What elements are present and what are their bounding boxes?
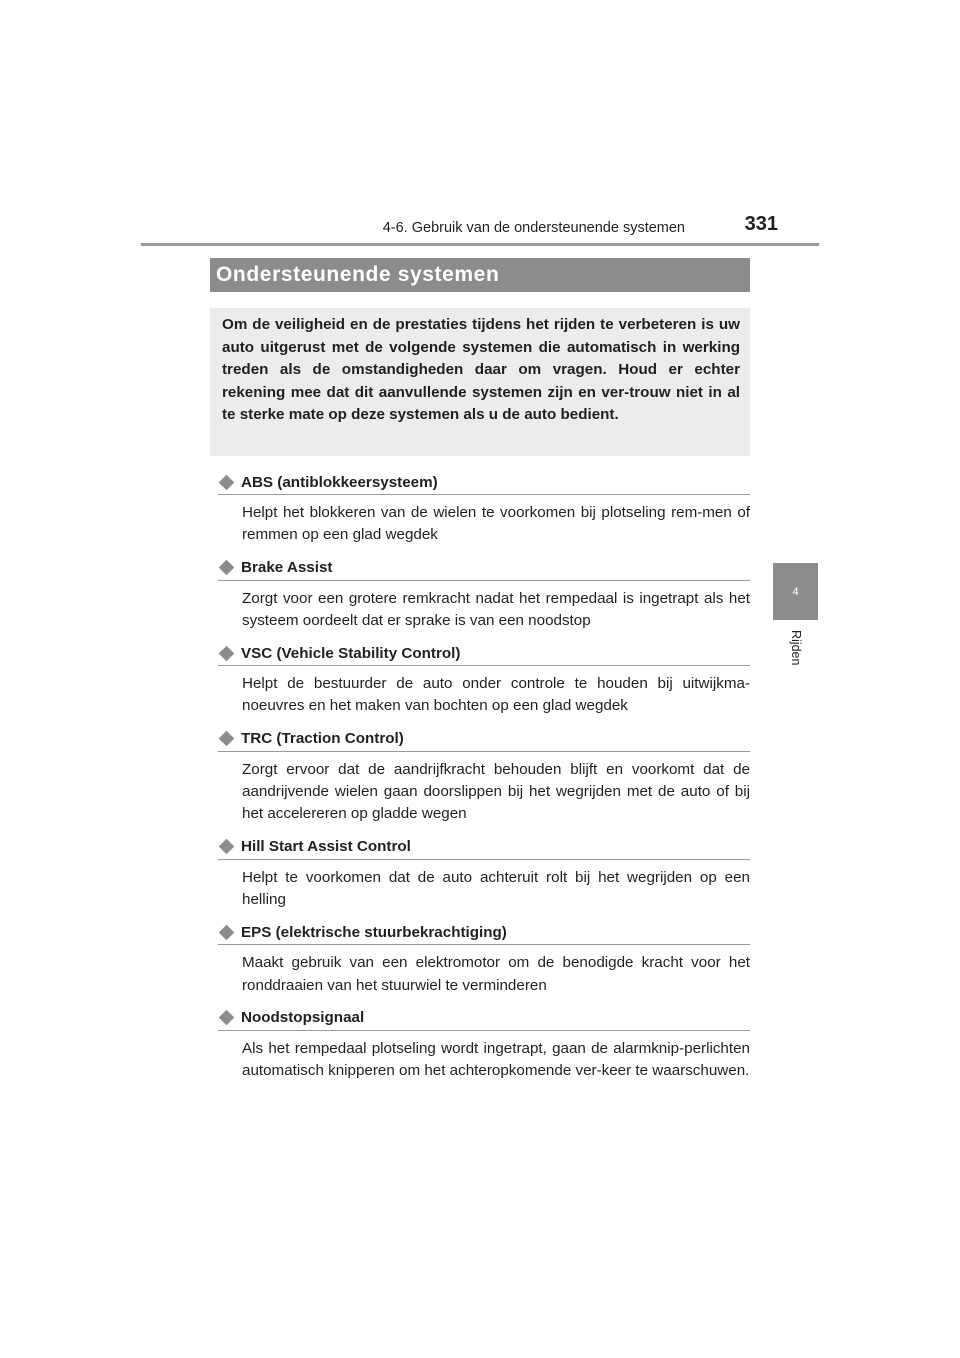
- feature-description: Helpt de bestuurder de auto onder controle te houden bij uitwijkma-noeuvres en het maken van bochten op een glad wegdek: [242, 675, 750, 715]
- chapter-header-title: 4-6. Gebruik van de ondersteunende systemen: [382, 220, 685, 236]
- feature-heading: [218, 835, 750, 860]
- feature-heading: [218, 641, 750, 666]
- feature-title: ABS (antiblokkeersysteem): [241, 473, 438, 491]
- diamond-bullet-icon: [219, 731, 235, 747]
- feature-title: Noodstopsignaal: [241, 1009, 365, 1027]
- feature-title: VSC (Vehicle Stability Control): [241, 644, 461, 662]
- chapter-tab-number: 4: [792, 585, 799, 598]
- feature-title: Brake Assist: [241, 559, 333, 577]
- feature-heading: [218, 1006, 750, 1031]
- intro-box: [210, 308, 750, 456]
- feature-item: [218, 920, 750, 997]
- feature-list: [218, 470, 750, 1091]
- chapter-tab-label: Rijden: [789, 630, 803, 666]
- diamond-bullet-icon: [219, 839, 235, 855]
- feature-title: Hill Start Assist Control: [241, 838, 411, 856]
- feature-description: Zorgt voor een grotere remkracht nadat het rempedaal is ingetrapt als het systeem oordeelt dat er sprake is van een noodstop: [242, 589, 750, 629]
- feature-heading: [218, 920, 750, 945]
- feature-item: [218, 835, 750, 912]
- feature-item: [218, 727, 750, 826]
- intro-text: Om de veiligheid en de prestaties tijdens het rijden te verbeteren is uw auto uitgerust met de volgende systemen die automatisch in werking treden als de omstandigheden daar om vragen. Houd er echter rekening mee dat dit aanvullende systemen zijn en ver-trouw niet in al te sterke mate op deze systemen als u de auto bedient.: [222, 316, 740, 423]
- feature-item: [218, 641, 750, 718]
- section-title: Ondersteunende systemen: [210, 258, 750, 292]
- feature-description: Maakt gebruik van een elektromotor om de benodigde kracht voor het ronddraaien van het stuurwiel te verminderen: [242, 954, 750, 994]
- feature-description: Helpt het blokkeren van de wielen te voorkomen bij plotseling rem-men of remmen op een glad wegdek: [242, 504, 750, 544]
- diamond-bullet-icon: [219, 474, 235, 490]
- feature-title: TRC (Traction Control): [241, 730, 404, 748]
- feature-description: Zorgt ervoor dat de aandrijfkracht behouden blijft en voorkomt dat de aandrijvende wielen gaan doorslippen bij het wegrijden met de auto of bij het accelereren op gladde wegen: [242, 760, 750, 823]
- feature-heading: [218, 470, 750, 495]
- feature-item: [218, 556, 750, 633]
- feature-description: Helpt te voorkomen dat de auto achteruit rolt bij het wegrijden op een helling: [242, 868, 750, 908]
- feature-heading: [218, 556, 750, 581]
- page-number: 331: [744, 213, 778, 235]
- diamond-bullet-icon: [219, 560, 235, 576]
- feature-item: [218, 1006, 750, 1083]
- feature-title: EPS (elektrische stuurbekrachtiging): [241, 923, 507, 941]
- diamond-bullet-icon: [219, 645, 235, 661]
- feature-heading: [218, 727, 750, 752]
- feature-item: [218, 470, 750, 547]
- chapter-tab: [773, 563, 818, 620]
- feature-description: Als het rempedaal plotseling wordt ingetrapt, gaan de alarmknip-perlichten automatisch knipperen om het achteropkomende ver-keer te waarschuwen.: [242, 1039, 750, 1080]
- diamond-bullet-icon: [219, 1010, 235, 1026]
- diamond-bullet-icon: [219, 924, 235, 940]
- header-divider: [141, 243, 819, 246]
